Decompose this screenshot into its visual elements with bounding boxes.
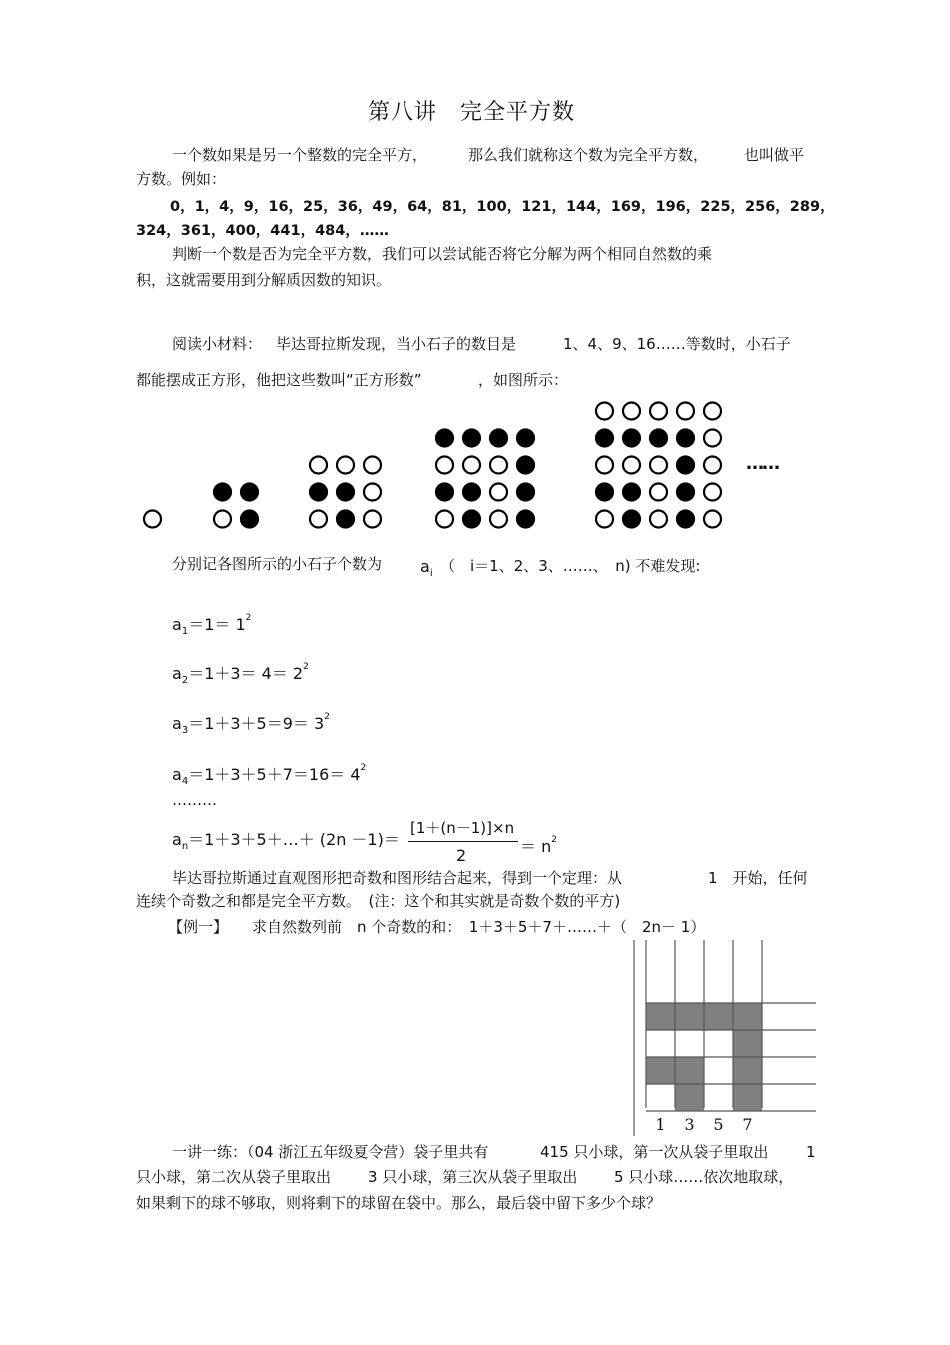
record-line-b: （ i＝1、2、3、……、 n) 不难发现: bbox=[440, 557, 701, 575]
filled-stone bbox=[623, 430, 640, 447]
empty-stone bbox=[704, 511, 721, 528]
odd-sum-grid bbox=[630, 938, 820, 1138]
practice-line2-b: 3 只小球，第三次从袋子里取出 bbox=[368, 1168, 578, 1186]
filled-stone bbox=[463, 484, 480, 501]
empty-stone bbox=[436, 511, 453, 528]
formula-sup: 2 bbox=[303, 662, 309, 672]
shaded-cell bbox=[733, 1030, 762, 1057]
filled-stone bbox=[677, 430, 694, 447]
filled-stone bbox=[517, 484, 534, 501]
filled-stone bbox=[436, 430, 453, 447]
stones-ellipsis: …… bbox=[746, 453, 778, 474]
formula-sub: n bbox=[181, 841, 189, 852]
empty-stone bbox=[337, 457, 354, 474]
intro-line1-c: 也叫做平 bbox=[744, 146, 805, 164]
filled-stone bbox=[650, 430, 667, 447]
filled-stone bbox=[517, 457, 534, 474]
empty-stone bbox=[704, 403, 721, 420]
empty-stone bbox=[596, 457, 613, 474]
record-ai bbox=[420, 557, 433, 584]
formula-base: a bbox=[172, 714, 182, 733]
filled-stone bbox=[463, 430, 480, 447]
formula-sub: 2 bbox=[181, 675, 189, 686]
empty-stone bbox=[364, 511, 381, 528]
shaded-cell bbox=[675, 1003, 704, 1030]
filled-stone bbox=[214, 484, 231, 501]
theorem-line1-a: 毕达哥拉斯通过直观图形把奇数和图形结合起来，得到一个定理：从 bbox=[172, 869, 623, 887]
formula-body: ＝1＋3＋5＋7＝16＝ 4 bbox=[188, 765, 361, 784]
grid-label: 1 bbox=[655, 1115, 666, 1134]
intro-line1-b: 那么我们就称这个数为完全平方数， bbox=[468, 146, 709, 164]
grid-label: 3 bbox=[684, 1115, 695, 1134]
empty-stone bbox=[596, 403, 613, 420]
formula-denominator: 2 bbox=[456, 846, 467, 865]
theorem-line2: 连续个奇数之和都是完全平方数。 (注：这个和其实就是奇数个数的平方) bbox=[136, 892, 621, 910]
shaded-cell bbox=[733, 1084, 762, 1111]
empty-stone bbox=[490, 457, 507, 474]
filled-stone bbox=[517, 511, 534, 528]
formula-base: a bbox=[172, 615, 182, 634]
reading-line1-b: 毕达哥拉斯发现，当小石子的数目是 bbox=[276, 335, 517, 353]
empty-stone bbox=[490, 511, 507, 528]
stone-figures bbox=[130, 398, 820, 538]
empty-stone bbox=[650, 484, 667, 501]
record-line-a: 分别记各图所示的小石子个数为 bbox=[172, 555, 383, 573]
empty-stone bbox=[650, 511, 667, 528]
filled-stone bbox=[337, 484, 354, 501]
empty-stone bbox=[623, 403, 640, 420]
filled-stone bbox=[310, 484, 327, 501]
practice-line3: 如果剩下的球不够取，则将剩下的球留在袋中。那么，最后袋中留下多少个球？ bbox=[136, 1194, 662, 1212]
formula-base: a bbox=[172, 830, 182, 849]
empty-stone bbox=[214, 511, 231, 528]
judge-line2: 积，这就需要用到分解质因数的知识。 bbox=[136, 271, 392, 289]
record-ai-sub: i bbox=[429, 568, 433, 579]
empty-stone bbox=[490, 484, 507, 501]
filled-stone bbox=[490, 430, 507, 447]
empty-stone bbox=[310, 457, 327, 474]
practice-line2-c: 5 只小球……依次地取球， bbox=[614, 1168, 794, 1186]
shaded-cell bbox=[733, 1003, 762, 1030]
reading-line1-c: 1、4、9、16……等数时，小石子 bbox=[563, 335, 791, 353]
formula-dots: ……… bbox=[172, 791, 217, 809]
formula-sub: 1 bbox=[181, 626, 189, 637]
empty-stone bbox=[623, 457, 640, 474]
empty-stone bbox=[463, 457, 480, 474]
empty-stone bbox=[364, 484, 381, 501]
examples-row1: 0，1，4，9，16，25，36，49，64，81，100，121，144，169，196，225，256，289， bbox=[170, 199, 835, 215]
formula-base: a bbox=[172, 765, 182, 784]
filled-stone bbox=[677, 511, 694, 528]
filled-stone bbox=[677, 457, 694, 474]
formula-sup: 2 bbox=[324, 712, 330, 722]
empty-stone bbox=[144, 511, 161, 528]
empty-stone bbox=[364, 457, 381, 474]
empty-stone bbox=[310, 511, 327, 528]
formula-a1 bbox=[172, 608, 251, 642]
formula-sub: 3 bbox=[181, 725, 189, 736]
filled-stone bbox=[241, 484, 258, 501]
formula-sub: 4 bbox=[181, 776, 189, 787]
grid-label: 5 bbox=[713, 1115, 724, 1134]
formula-a3 bbox=[172, 707, 330, 741]
filled-stone bbox=[623, 511, 640, 528]
filled-stone bbox=[517, 430, 534, 447]
filled-stone bbox=[463, 511, 480, 528]
empty-stone bbox=[704, 484, 721, 501]
reading-line2-a: 都能摆成正方形，他把这些数叫“正方形数” bbox=[136, 371, 422, 389]
empty-stone bbox=[704, 430, 721, 447]
formula-sup: 2 bbox=[551, 835, 557, 845]
formula-numerator: [1＋(n－1)]×n bbox=[410, 819, 515, 837]
practice-line1-a: 一讲一练：（04 浙江五年级夏令营）袋子里共有 bbox=[172, 1143, 489, 1161]
formula-a4 bbox=[172, 758, 366, 792]
formula-a2 bbox=[172, 657, 309, 691]
judge-line1: 判断一个数是否为完全平方数，我们可以尝试能否将它分解为两个相同自然数的乘 bbox=[172, 245, 713, 263]
record-ai-base: a bbox=[420, 557, 430, 576]
filled-stone bbox=[241, 511, 258, 528]
page-title: 第八讲 完全平方数 bbox=[368, 100, 576, 125]
theorem-line1-b: 1 开始，任何 bbox=[708, 869, 808, 887]
filled-stone bbox=[623, 484, 640, 501]
formula-result-text: ＝ n bbox=[520, 837, 552, 856]
reading-line1-a: 阅读小材料： bbox=[172, 335, 263, 353]
filled-stone bbox=[436, 484, 453, 501]
intro-line1-a: 一个数如果是另一个整数的完全平方， bbox=[172, 146, 428, 164]
formula-body: ＝1＋3＋5＋…＋ (2n －1)＝ bbox=[188, 830, 400, 849]
filled-stone bbox=[677, 484, 694, 501]
shaded-cell bbox=[646, 1003, 675, 1030]
formula-general-left bbox=[172, 830, 400, 857]
shaded-cell bbox=[646, 1057, 675, 1084]
shaded-cell bbox=[733, 1057, 762, 1084]
empty-stone bbox=[436, 457, 453, 474]
fraction-bar bbox=[408, 841, 518, 842]
empty-stone bbox=[596, 511, 613, 528]
empty-stone bbox=[650, 403, 667, 420]
example-text: 求自然数列前 n 个奇数的和： 1＋3＋5＋7＋……＋（ 2n－ 1） bbox=[252, 918, 706, 936]
examples-row2: 324，361，400，441，484，…… bbox=[136, 223, 389, 239]
empty-stone bbox=[650, 457, 667, 474]
formula-body: ＝1＋3＋5＝9＝ 3 bbox=[188, 714, 325, 733]
formula-sup: 2 bbox=[245, 613, 252, 623]
filled-stone bbox=[596, 430, 613, 447]
formula-result bbox=[520, 830, 557, 857]
filled-stone bbox=[596, 484, 613, 501]
formula-base: a bbox=[172, 664, 182, 683]
shaded-cell bbox=[675, 1084, 704, 1111]
practice-line2-a: 只小球，第二次从袋子里取出 bbox=[136, 1168, 332, 1186]
shaded-cell bbox=[704, 1003, 733, 1030]
formula-body: ＝1＝ 1 bbox=[188, 615, 246, 634]
reading-line2-b: ，如图所示： bbox=[478, 371, 569, 389]
practice-line1-b: 415 只小球，第一次从袋子里取出 bbox=[540, 1143, 769, 1161]
filled-stone bbox=[337, 511, 354, 528]
example-tag: 【例一】 bbox=[168, 918, 229, 936]
intro-line2: 方数。例如： bbox=[136, 170, 227, 188]
practice-line1-c: 1 bbox=[806, 1143, 816, 1161]
formula-body: ＝1＋3＝ 4＝ 2 bbox=[188, 664, 304, 683]
formula-sup: 2 bbox=[360, 763, 367, 773]
shaded-cell bbox=[675, 1057, 704, 1084]
empty-stone bbox=[704, 457, 721, 474]
empty-stone bbox=[677, 403, 694, 420]
grid-label: 7 bbox=[742, 1115, 753, 1134]
